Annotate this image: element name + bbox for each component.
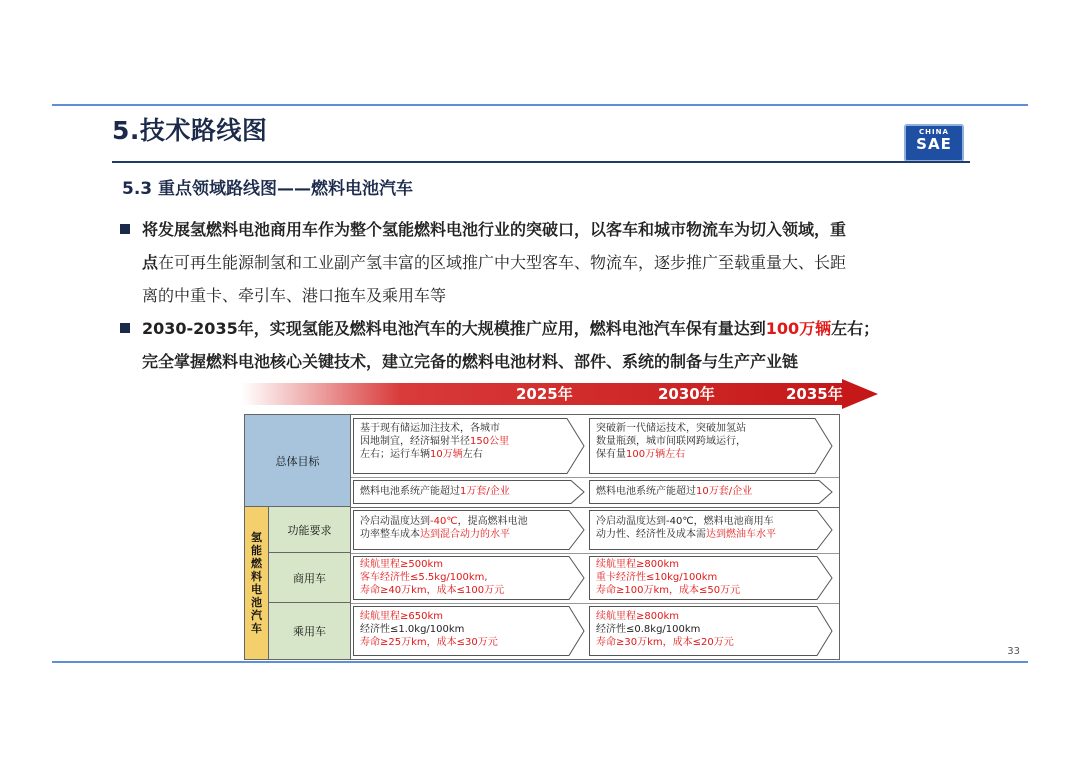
commercial-2030-box: 续航里程≥800km 重卡经济性≤10kg/100km 寿命≥100万km，成本≤50万元: [589, 556, 833, 600]
title-divider: [112, 161, 970, 163]
slide-title: 5.技术路线图: [112, 116, 268, 145]
bullet-1-line-3: 离的中重卡、牵引车、港口拖车及乘用车等: [142, 286, 447, 305]
bullet-2-line-1: 2030-2035年，实现氢能及燃料电池汽车的大规模推广应用，燃料电池汽车保有量达到100万辆左右；: [142, 319, 880, 338]
function-2025-box: 冷启动温度达到-40℃，提高燃料电池 功率整车成本达到混合动力的水平: [353, 510, 585, 550]
logo-text-china: CHINA: [919, 128, 949, 136]
bullet-1-line-1: 将发展氢燃料电池商用车作为整个氢能燃料电池行业的突破口，以客车和城市物流车为切入领域，重: [142, 220, 847, 239]
row-label-passenger: 乘用车: [269, 603, 351, 659]
row-label-commercial: 商用车: [269, 553, 351, 603]
commercial-2025-box: 续航里程≥500km 客车经济性≤5.5kg/100km, 寿命≥40万km，成本≤100万元: [353, 556, 585, 600]
section-subtitle: 5.3 重点领域路线图——燃料电池汽车: [122, 179, 414, 199]
passenger-2030-box: 续航里程≥800km 经济性≤0.8kg/100km 寿命≥30万km，成本≤20万元: [589, 606, 833, 656]
function-2030-box: 冷启动温度达到-40℃，燃料电池商用车 动力性、经济性及成本需达到燃油车水平: [589, 510, 833, 550]
year-label-2035: 2035年: [786, 385, 843, 403]
row-label-function: 功能要求: [269, 507, 351, 553]
bullet-square-icon: [120, 224, 130, 234]
row-divider: [351, 553, 839, 554]
year-label-2030: 2030年: [658, 385, 715, 403]
page-number: 33: [1007, 646, 1020, 657]
roadmap-table: [244, 414, 840, 660]
fcv-vertical-label-cell: [245, 507, 269, 659]
bullet-1: [120, 213, 982, 312]
row-divider: [351, 507, 839, 508]
overall-goal-label: 总体目标: [245, 415, 351, 507]
goal-2030-box: 突破新一代储运技术，突破加氢站 数量瓶颈，城市间联网跨域运行， 保有量100万辆左右: [589, 418, 833, 474]
goal-2025-box: 基于现有储运加注技术，各城市 因地制宜，经济辐射半径150公里 左右；运行车辆10万辆左右: [353, 418, 585, 474]
bullet-2: [120, 312, 982, 378]
passenger-2025-box: 续航里程≥650km 经济性≤1.0kg/100km 寿命≥25万km，成本≤30万元: [353, 606, 585, 656]
bullet-2-line-2: 完全掌握燃料电池核心关键技术，建立完备的燃料电池材料、部件、系统的制备与生产产业链: [142, 352, 799, 371]
row-divider: [351, 477, 839, 478]
bullet-square-icon: [120, 323, 130, 333]
china-sae-logo: [904, 124, 964, 162]
logo-text-sae: SAE: [916, 135, 952, 153]
fcv-vertical-label: 氢能燃料电池汽车: [251, 531, 262, 635]
bullet-1-line-2: 点在可再生能源制氢和工业副产氢丰富的区域推广中大型客车、物流车，逐步推广至载重量大、长距: [142, 253, 847, 272]
capacity-2030-box: 燃料电池系统产能超过10万套/企业: [589, 480, 833, 504]
year-label-2025: 2025年: [516, 385, 573, 403]
slide: [52, 104, 1028, 663]
row-divider: [351, 603, 839, 604]
capacity-2025-box: 燃料电池系统产能超过1万套/企业: [353, 480, 585, 504]
